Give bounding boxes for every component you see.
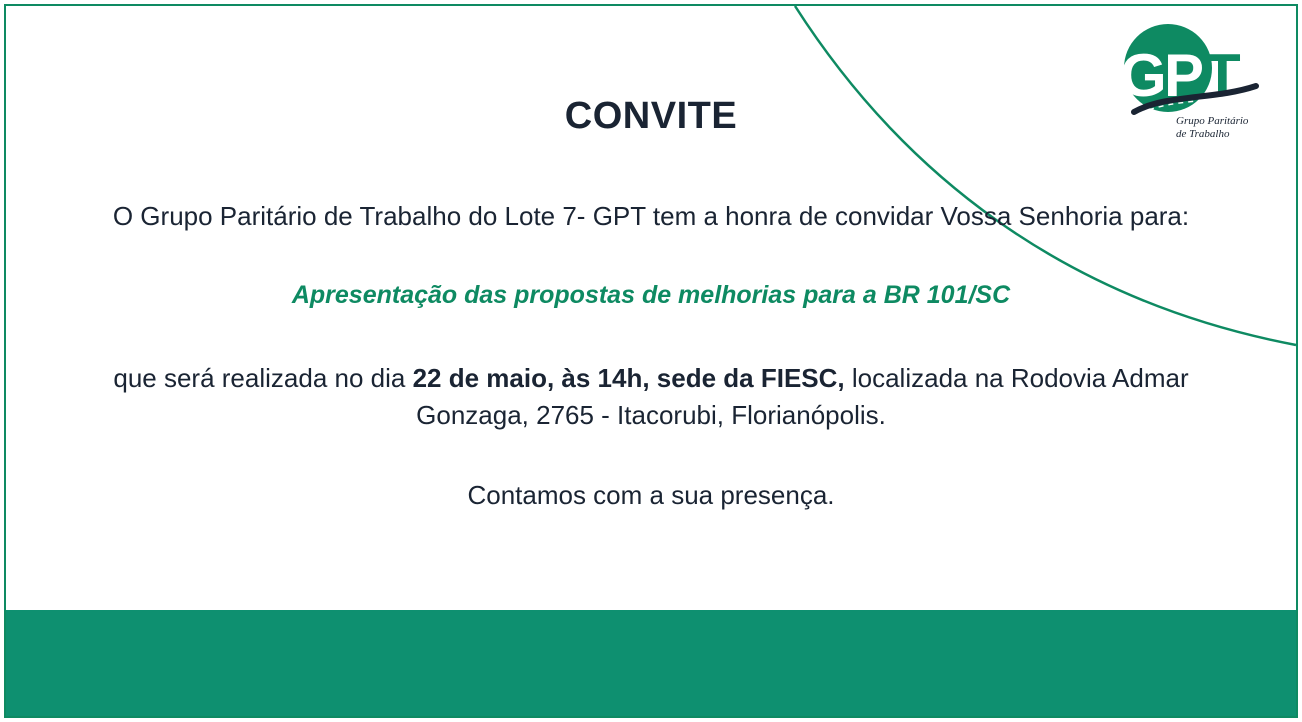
details-emphasis: 22 de maio, às 14h, sede da FIESC, [412,362,845,393]
svg-text:G: G [1120,42,1166,109]
invitation-intro-text: O Grupo Paritário de Trabalho do Lote 7- GPT tem a honra de convidar Vossa Senhoria para: [112,200,1190,231]
invitation-subject-text: Apresentação das propostas de melhorias para a BR 101/SC [291,281,1011,310]
logo-subtitle-line2: de Trabalho [1176,128,1230,140]
details-suffix: localizada na Rodovia Admar Gonzaga, 2765 - Itacorubi, Florianópolis. [416,362,1189,431]
invitation-details-text [90,360,1212,435]
invitation-content [90,96,1212,557]
invitation-closing-text: Contamos com a sua presença. [467,480,835,511]
details-prefix: que será realizada no dia [113,362,413,393]
page-title: CONVITE [564,95,738,137]
svg-text:T: T [1204,42,1240,109]
logo-subtitle-line1: Grupo Paritário [1176,115,1249,127]
footer-band [6,610,1296,716]
svg-text:P: P [1164,42,1204,109]
